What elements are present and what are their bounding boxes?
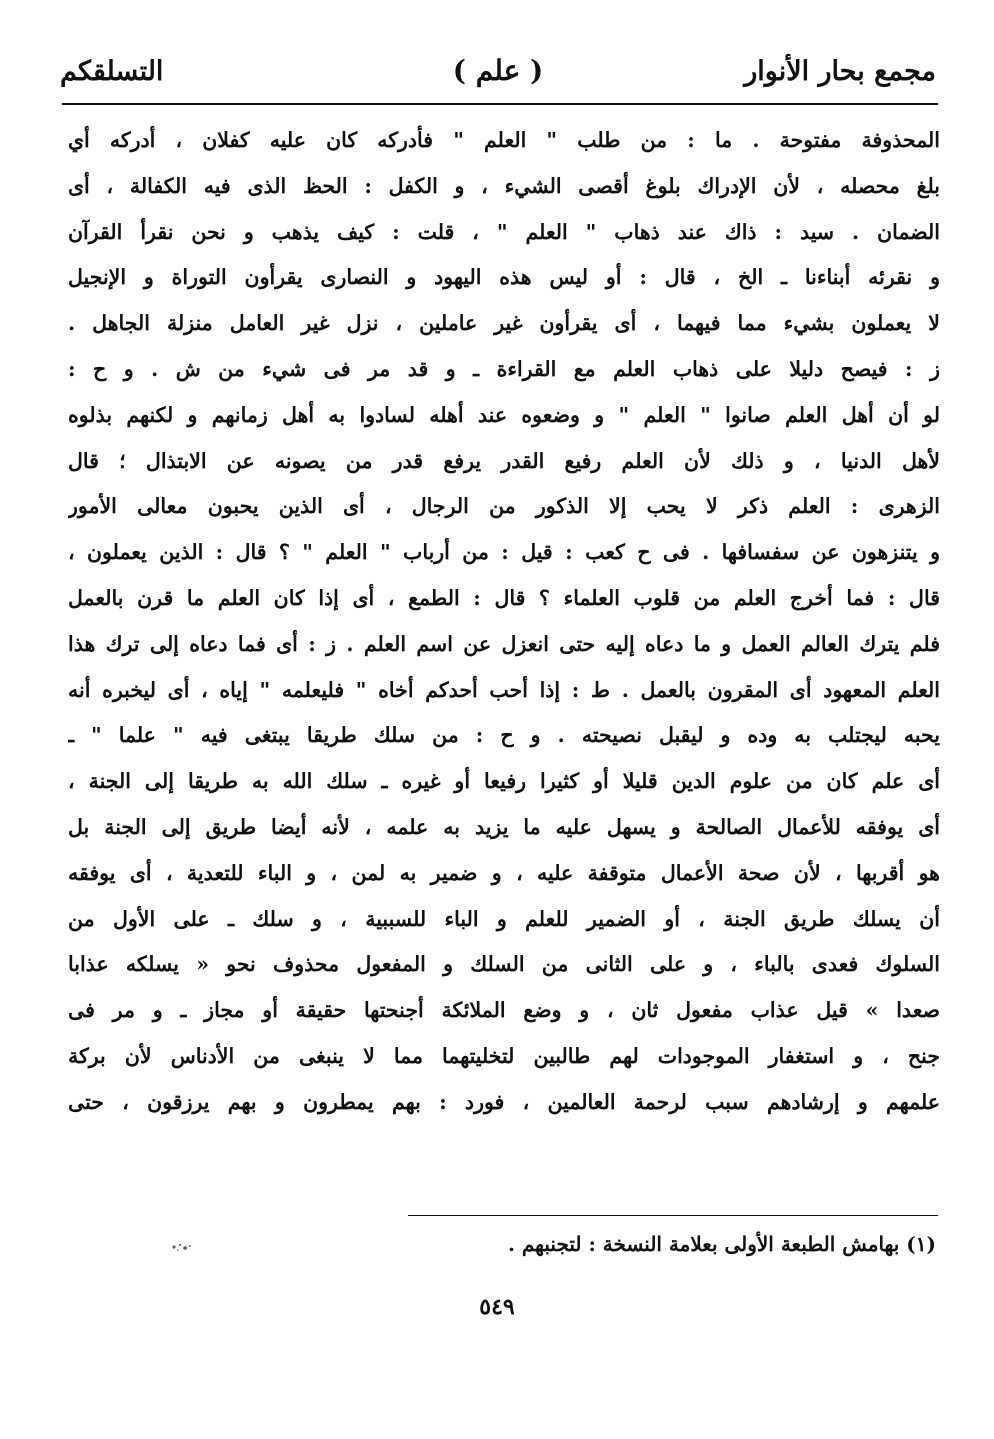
- footnote-rule: [408, 1215, 938, 1216]
- footnote: (١) بهامش الطبعة الأولى بعلامة النسخة : لتجنبهم .: [507, 1232, 936, 1256]
- text-line: السلوك فعدى بالباء ، و على الثانى من السلك و المفعول محذوف نحو « يسلكه عذابا: [68, 952, 940, 977]
- text-line: علمهم و إرشادهم سبب لرحمة العالمين ، فورد : بهم يمطرون و بهم يرزقون ، حتى: [68, 1089, 940, 1114]
- text-line: فلم يترك العالم العمل و ما دعاه إليه حتى انعزل عن اسم العلم . ز : أى فما دعاه إلى ترك هذا: [68, 631, 940, 656]
- text-line: لأهل الدنيا ، و ذلك لأن العلم رفيع القدر يرفع قدر من يصونه عن الابتذال ؛ قال: [68, 448, 940, 473]
- text-line: بلغ محصله ، لأن الإدراك بلوغ أقصى الشيء ، و الكفل : الحظ الذى فيه الكفالة ، أى: [68, 173, 940, 198]
- page-header: [60, 52, 936, 96]
- text-line: لا يعملون بشيء مما فيهما ، أى يقرأون غير عاملين ، نزل غير العامل منزلة الجاهل .: [68, 311, 940, 336]
- text-line: قال : فما أخرج العلم من قلوب العلماء ؟ قال : الطمع ، أى إذا كان العلم ما قرن بالعمل: [68, 585, 940, 610]
- text-line: و نقرئه أبناءنا ـ الخ ، قال : أو ليس هذه اليهود و النصارى يقرأون التوراة و الإنجيل: [68, 265, 940, 290]
- text-line: العلم المعهود أى المقرون بالعمل . ط : إذا أحب أحدكم أخاه " فليعلمه " إياه ، أى ليخبره أنه: [68, 677, 940, 702]
- text-line: صعدا » قيل عذاب مفعول ثان ، و وضع الملائكة أجنحتها حقيقة أو مجاز ـ و مر فى: [68, 998, 940, 1023]
- text-line: أى يوفقه للأعمال الصالحة و يسهل عليه ما يزيد به علمه ، لأنه أيضا طريق إلى الجنة بل: [68, 814, 940, 839]
- text-line: و يتنزهون عن سفسافها . فى ح كعب : قيل : من أرباب " العلم " ؟ قال : الذين يعملون ،: [68, 540, 940, 565]
- text-line: الضمان . سيد : ذاك عند ذهاب " العلم " ، قلت : كيف يذهب و نحن نقرأ القرآن: [68, 219, 940, 244]
- body-text: [68, 118, 940, 1126]
- running-word: التسلقكم: [60, 56, 164, 87]
- text-line: ز : فيصح دليلا على ذهاب العلم مع القراءة ـ و قد مر فى شيء من ش . و ح :: [68, 356, 940, 381]
- text-line: أن يسلك طريق الجنة ، أو الضمير للعلم و الباء للسببية ، و سلك ـ على الأول من: [68, 906, 940, 931]
- header-rule: [62, 103, 938, 105]
- text-line: لو أن أهل العلم صانوا " العلم " و وضعوه عند أهله لسادوا به أهل زمانهم و لكنهم بذلوه: [68, 402, 940, 427]
- text-line: جنح ، و استغفار الموجودات لهم طالبين لتخليتهما مما لا ينبغى من الأدناس لأن بركة: [68, 1043, 940, 1068]
- text-line: المحذوفة مفتوحة . ما : من طلب " العلم " فأدركه كان عليه كفلان ، أدركه أي: [68, 128, 940, 152]
- section-title: ( علم ): [452, 54, 544, 87]
- page-number: ٥٤٩: [479, 1294, 515, 1320]
- book-title: مجمع بحار الأنوار: [744, 56, 936, 87]
- text-line: يحبه ليجتلب به وده و ليقبل نصيحته . و ح : من سلك طريقا يبتغى فيه " علما " ـ: [68, 723, 940, 748]
- text-line: الزهرى : العلم ذكر لا يحب إلا الذكور من الرجال ، أى الذين يحبون معالى الأمور: [68, 494, 940, 519]
- text-line: هو أقربها ، لأن صحة الأعمال متوقفة عليه ، و ضمير به لمن ، و الباء للتعدية ، أى يوفقه: [68, 860, 940, 885]
- ink-smudge-mark: [168, 1239, 194, 1255]
- text-line: أى علم كان من علوم الدين قليلا أو كثيرا رفيعا أو غيره ـ سلك الله به طريقا إلى الجنة ،: [68, 769, 940, 794]
